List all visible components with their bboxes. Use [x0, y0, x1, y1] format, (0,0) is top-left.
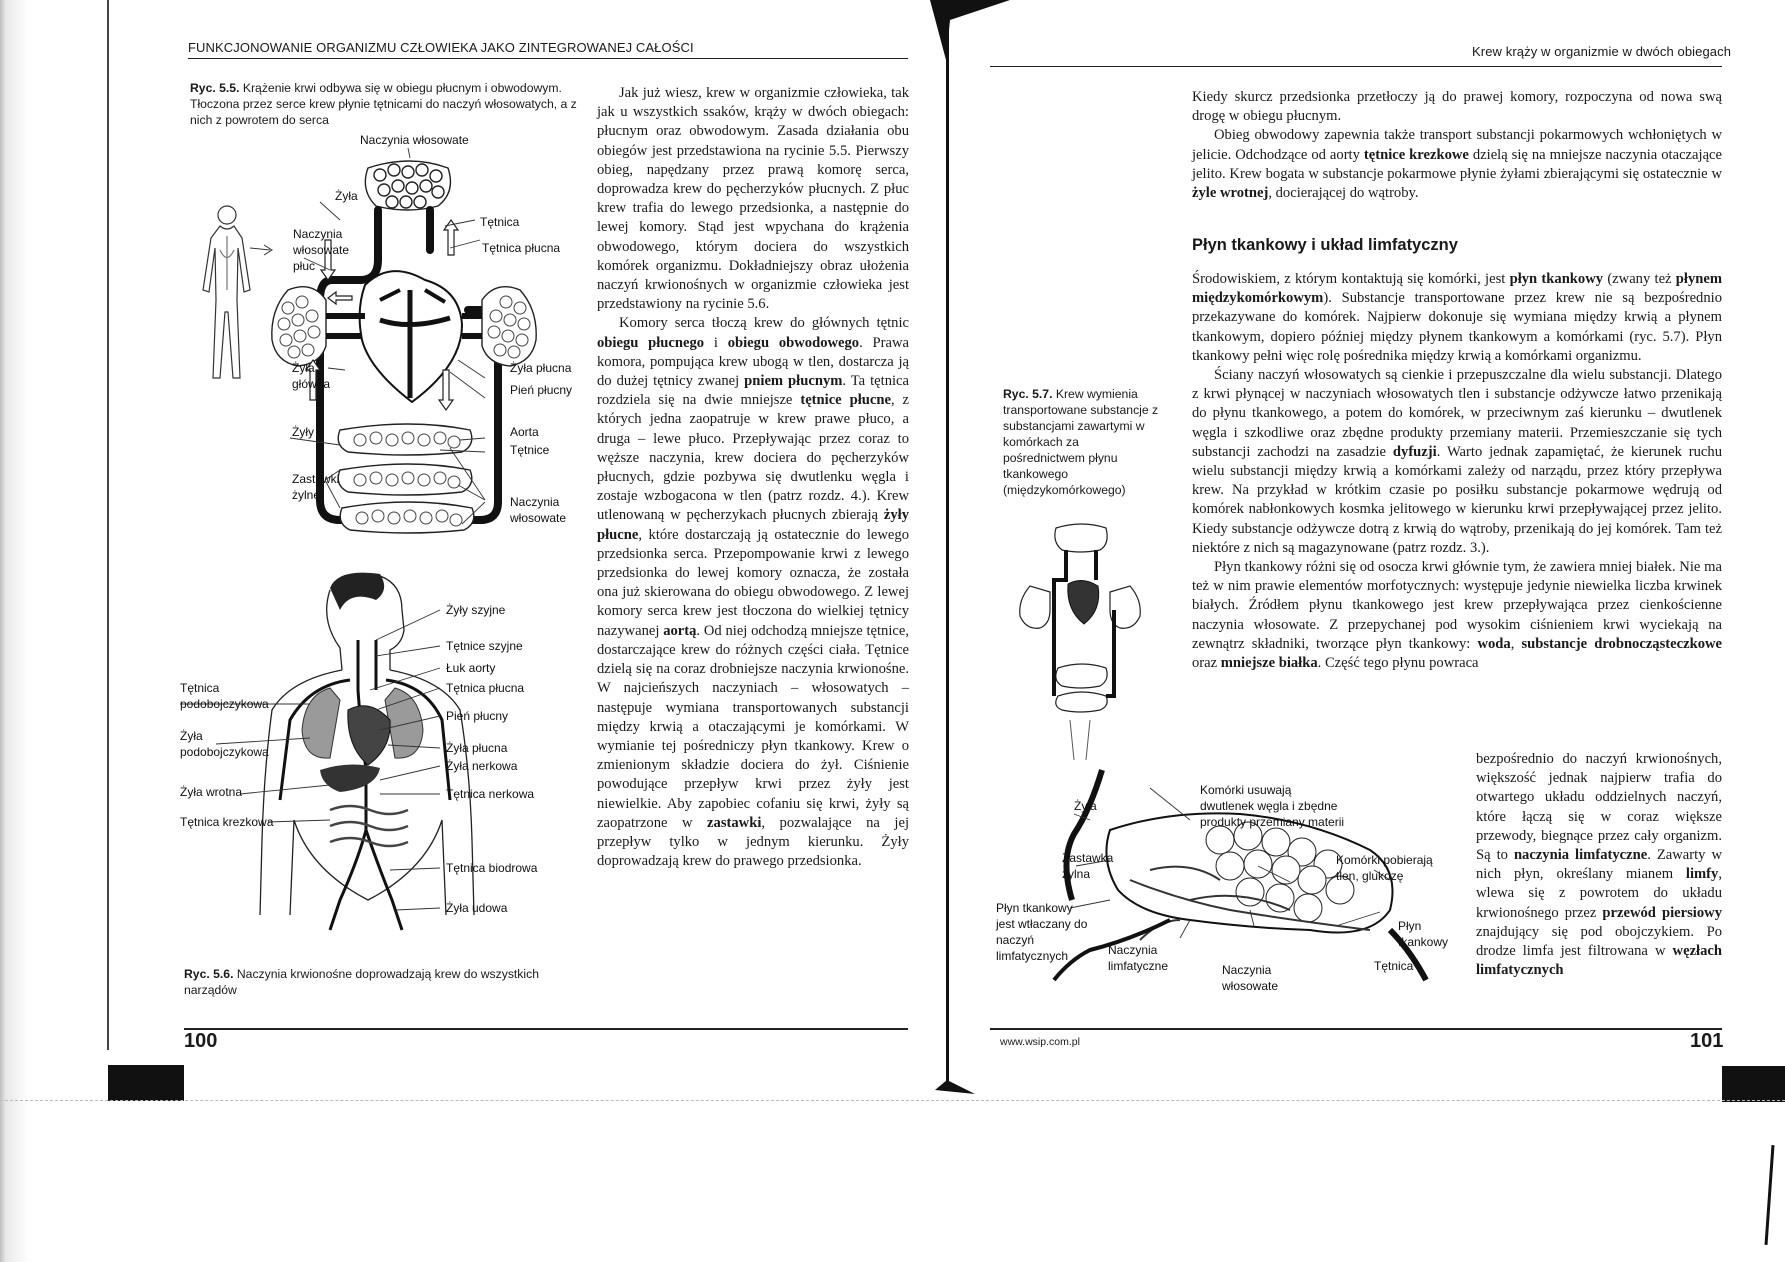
fig55-lbl-zyla-glowna-1: Żyła — [292, 361, 315, 375]
fig56-lbl-tetnica-plucna: Tętnica płucna — [446, 681, 525, 695]
fig57-lbl-zastawka-1: Zastawka — [1062, 851, 1114, 865]
right-top-column — [1192, 88, 1722, 203]
fig57-lbl-komorki-usuwaja-1: Komórki usuwają — [1200, 783, 1292, 797]
fig56-lbl-zyla-udowa: Żyła udowa — [446, 901, 508, 915]
fig55-caption-label: Ryc. 5.5. — [190, 81, 240, 95]
fig56-lbl-zyla-podob-2: podobojczykowa — [180, 745, 269, 759]
fig56-caption — [184, 966, 584, 998]
fig56-lbl-zyla-podob-1: Żyła — [180, 729, 203, 743]
human-silhouette — [203, 206, 250, 378]
right-section-paragraph-1: Środowiskiem, z którym kontaktują się komórki, jest płyn tkankowy (zwany też płynem międzykomórkowym). Substancje transportowane przez krew nie są bezpośrednio przekazywane do komórek. Najpierw dokonuje się wymiana między krwią a płynem tkankowym, dopiero później między płynem tkankowym a komórkami (ryc. 5.7). Płyn tkankowy pełni więc rolę pośrednika między krwią a komórkami organizmu. — [1192, 271, 1723, 364]
capillaries-top — [365, 161, 450, 210]
fig55-lbl-pien-plucny: Pień płucny — [510, 383, 573, 397]
fig56-lbl-luk-aorty: Łuk aorty — [446, 661, 496, 675]
right-foot-rule — [990, 1028, 1722, 1030]
fig57-lbl-zastawka-2: żylna — [1062, 867, 1091, 881]
fig55-lbl-naczynia-pluc-2: włosowate — [293, 243, 350, 257]
right-section-column — [1192, 270, 1722, 673]
fig55-lbl-naczynia-pluc-1: Naczynia — [293, 227, 343, 241]
fig57-lbl-zyla: Żyła — [1074, 799, 1097, 813]
fig55-lbl-aorta: Aorta — [510, 425, 539, 439]
fig56-liver — [320, 764, 380, 792]
fig56-lbl-tetnica-krezkowa: Tętnica krezkowa — [180, 815, 274, 829]
fig55-lbl-tetnica: Tętnica — [480, 215, 520, 229]
fig57-lbl-plyn-2: jest wtłaczany do — [996, 917, 1088, 931]
fig57-small-circulation — [1010, 520, 1150, 720]
fig56-lbl-zyly-szyjne: Żyły szyjne — [446, 603, 506, 617]
right-top-paragraph-2: Obieg obwodowy zapewnia także transport substancji pokarmowych wchłoniętych w jelicie. Odchodzące od aorty tętnice krezkowe dzielą się na mniejsze naczynia otaczające jelito. Krew bogata w substancje pokarmowe płynie żyłami zbierającymi się ostatecznie w żyle wrotnej, docierającej do wątroby. — [1192, 127, 1723, 202]
fig57-lbl-komorki-pobieraja-2: tlen, glukozę — [1336, 869, 1404, 883]
fig56-lbl-tetnica-nerkowa: Tętnica nerkowa — [446, 787, 535, 801]
fig55-lbl-zastawki-1: Zastawki — [292, 472, 340, 486]
left-edge-line — [107, 0, 109, 1050]
page-bottom-dashline — [0, 1100, 1785, 1101]
fig56-caption-label: Ryc. 5.6. — [184, 967, 234, 981]
fig57-lbl-naczynia-limf-1: Naczynia — [1108, 943, 1158, 957]
footer-url: www.wsip.com.pl — [1000, 1036, 1080, 1048]
fig57-lbl-tetnica: Tętnica — [1374, 959, 1414, 973]
fig57-caption — [1003, 386, 1163, 498]
capillaries-bottom — [338, 424, 474, 533]
fig55-lbl-naczynia-top: Naczynia włosowate — [360, 133, 469, 147]
right-page-number: 101 — [1690, 1030, 1724, 1052]
fig55-lbl-zastawki-2: żylne — [292, 488, 321, 502]
fig56-lbl-zyla-plucna: Żyła płucna — [446, 741, 508, 755]
fig55-caption — [190, 80, 590, 128]
fig56-lbl-zyla-nerkowa: Żyła nerkowa — [446, 759, 518, 773]
fig57-caption-text: Krew wymienia transportowane substancje z substancjami zawartymi w komórkach za pośrednictwem płynu tkankowego (międzykomórkowego) — [1003, 387, 1159, 497]
fig55-lbl-tetnice: Tętnice — [510, 443, 550, 457]
fig56-lbl-tetnica-podob-1: Tętnica — [180, 681, 220, 695]
fig57-lbl-naczynia-limf-2: limfatyczne — [1108, 959, 1169, 973]
fig57-tissue-diagram — [990, 770, 1460, 993]
fig57-lbl-plyn-tk-1: Płyn — [1398, 919, 1422, 933]
fig55-caption-text: Krążenie krwi odbywa się w obiegu płucnym i obwodowym. Tłoczona przez serce krew płynie tętnicami do naczyń włosowatych, a z nich z powrotem do serca — [190, 81, 577, 127]
fig57-lbl-komorki-usuwaja-3: produkty przemiany materii — [1200, 815, 1345, 829]
fig56-lbl-tetnice-szyjne: Tętnice szyjne — [446, 639, 523, 653]
left-paragraph-2: Komory serca tłoczą krew do głównych tętnic obiegu płucnego i obiegu obwodowego. Prawa komora, pompująca krew ubogą w tlen, dostarcza ją do dużej tętnicy zwanej pniem płucnym. Ta tętnica rozdziela się na dwie mniejsze tętnice płucne, z których jedna zaopatruje w krew prawe płuco, a druga – lewe płuco. Przepływając przez coraz to węższe naczynia, krew dociera do pęcherzyków płucnych, gdzie pozbywa się dwutlenku węgla i zostaje wzbogacona w tlen (patrz rozdz. 4.). Krew utlenowaną w pęcherzykach płucnych zbierają żyły płucne, które dostarczają ją ostatecznie do lewego przedsionka serca. Przepompowanie krwi z lewego przedsionka do lewej komory oznacza, że została ona już skierowana do obiegu obwodowego. Z lewej komory serca krew jest tłoczona do wielkiej tętnicy nazywanej aortą. Od niej odchodzą mniejsze tętnice, dostarczające krew do różnych części ciała. Tętnice dzielą się na coraz drobniejsze naczynia krwionośne. W najcieńszych naczyniach – włosowatych – następuje wymiana transportowanych substancji między krwią a otaczającymi je komórkami. W wymianie tej pośredniczy płyn tkankowy. Krew o zmienionym składzie dociera do żył. Ciśnienie powodujące przepływ krwi przez żyły jest niewielkie. Aby zapobiec cofaniu się krwi, żyły są zaopatrzone w zastawki, pozwalające na jej przepływ tylko w jednym kierunku. Żyły doprowadzają krew do prawego przedsionka. — [597, 315, 910, 870]
right-section-paragraph-3: Płyn tkankowy różni się od osocza krwi głównie tym, że zawiera mniej białek. Nie ma też w nim prawie elementów morfotycznych: występuje jedynie niewielka liczba krwinek białych. Źródłem płynu tkankowego jest krew przepływająca przez cienkościenne naczynia włosowate. Z przepychanej pod wysokim ciśnieniem krwi wyciekają na zewnątrz składniki, tworzące płyn tkankowy: woda, substancje drobnocząsteczkowe oraz mniejsze białka. Część tego płynu powraca — [1192, 559, 1723, 672]
left-head-rule — [188, 58, 908, 59]
fig57-lbl-naczynia-wlos-2: włosowate — [1222, 979, 1279, 993]
fig57-lbl-komorki-usuwaja-2: dwutlenek węgla i zbędne — [1200, 799, 1338, 813]
right-running-head: Krew krąży w organizmie w dwóch obiegach — [1472, 44, 1732, 59]
spine-line — [946, 20, 949, 1088]
fig55-lbl-naczynia-bottom-1: Naczynia — [510, 495, 560, 509]
left-body-column — [597, 84, 909, 871]
fig57-lbl-plyn-1: Płyn tkankowy — [996, 901, 1073, 915]
fig55-lbl-zyla-top: Żyła — [335, 189, 358, 203]
left-paragraph-1: Jak już wiesz, krew w organizmie człowieka, tak jak u wszystkich ssaków, krąży w dwóch obiegach: płucnym oraz obwodowym. Zasada działania obu obiegów jest przedstawiona na rycinie 5.5. Pierwszy obieg, napędzany przez prawą komorę serca, doprowadza krew do pęcherzyków płucnych. Z płuc krew trafia do lewego przedsionka, a następnie do lewej komory. Stąd jest wpychana do krążenia obwodowego, którym dociera do wszystkich komórek organizmu. Dokładniejszy obraz ułożenia naczyń krwionośnych w organizmie człowieka jest przedstawiony na rycinie 5.6. — [597, 85, 909, 313]
left-page-number: 100 — [184, 1030, 218, 1052]
fig56-lbl-pien-plucny: Pień płucny — [446, 709, 509, 723]
spine-shadow-top — [930, 0, 1010, 60]
fig56-heart — [348, 706, 390, 765]
fig55-diagram — [180, 133, 600, 540]
fig57-lbl-plyn-tk-2: tkankowy — [1398, 935, 1449, 949]
left-foot-rule — [184, 1028, 908, 1030]
right-wrap-column — [1476, 750, 1722, 980]
fig56-lbl-zyla-wrotna: Żyła wrotna — [180, 785, 243, 799]
section-heading: Płyn tkankowy i układ limfatyczny — [1192, 236, 1458, 254]
fig56-caption-text: Naczynia krwionośne doprowadzają krew do wszystkich narządów — [184, 967, 539, 997]
fig57-lbl-plyn-4: limfatycznych — [996, 949, 1069, 963]
fig55-lbl-naczynia-bottom-2: włosowate — [510, 511, 567, 525]
right-wrap-paragraph: bezpośrednio do naczyń krwionośnych, większość jednak najpierw trafia do otwartego układu oddzielnych naczyń, które łączą się w coraz większe przewody, biegnące przez cały organizm. Są to naczynia limfatyczne. Zawarty w nich płyn, określany mianem limfy, wlewa się z powrotem do układu krwionośnego przez przewód piersiowy znajdujący się pod obojczykiem. Po drodze limfa jest filtrowana w węzłach limfatycznych — [1476, 751, 1722, 979]
right-edge-mark — [1765, 1145, 1775, 1245]
fig56-lbl-tetnica-biodrowa: Tętnica biodrowa — [446, 861, 538, 875]
fig56-leaders — [180, 610, 440, 910]
fig56-lbl-tetnica-podob-2: podobojczykowa — [180, 697, 269, 711]
fig57-lbl-komorki-pobieraja-1: Komórki pobierają — [1336, 853, 1433, 867]
left-bottom-block — [108, 1065, 184, 1101]
left-running-head: FUNKCJONOWANIE ORGANIZMU CZŁOWIEKA JAKO ZINTEGROWANEJ CAŁOŚCI — [188, 40, 694, 55]
right-section-paragraph-2: Ściany naczyń włosowatych są cienkie i przepuszczalne dla wielu substancji. Dlatego z krwi płynącej w naczyniach włosowatych tlen i substancje odżywcze łatwo przenikają do płynu tkankowego, a potem do komórek, w przeciwnym zaś kierunku – dwutlenek węgla i szkodliwe oraz zbędne produkty przemiany materii. Przemieszczanie się tych substancji zachodzi na zasadzie dyfuzji. Warto jednak zapamiętać, że kierunek ruchu wielu substancji między krwią a komórkami zależy od narządu, przez który przepływa krew. Na przykład w krótkim czasie po posiłku substancje pokarmowe wędrują od komórek nabłonkowych kosmka jelitowego w kierunku krwi przepływającej przez jelito. Kiedy substancje odżywcze dotrą z krwią do wątroby, przenikają do jej komórek. Tam też niektóre z nich są magazynowane (patrz rozdz. 3.). — [1192, 367, 1722, 556]
right-bottom-block — [1722, 1066, 1785, 1102]
right-head-rule — [990, 66, 1722, 67]
fig57-lbl-plyn-3: naczyń — [996, 933, 1035, 947]
fig57-lbl-naczynia-wlos-1: Naczynia — [1222, 963, 1272, 977]
fig56-diagram — [180, 570, 590, 950]
fig55-lbl-zyla-glowna-2: główna — [292, 377, 331, 391]
fig55-lbl-naczynia-pluc-3: płuc — [293, 259, 316, 273]
right-top-paragraph-1: Kiedy skurcz przedsionka przetłoczy ją do prawej komory, rozpoczyna od nowa swą drogę w obiegu płucnym. — [1192, 89, 1722, 125]
spine-shadow-bottom — [935, 1080, 995, 1100]
fig57-caption-label: Ryc. 5.7. — [1003, 387, 1053, 401]
fig55-lbl-tetnica-plucna: Tętnica płucna — [482, 241, 561, 255]
fig55-lbl-zyla-plucna: Żyła płucna — [510, 361, 572, 375]
fig55-lbl-zyly: Żyły — [292, 425, 314, 439]
